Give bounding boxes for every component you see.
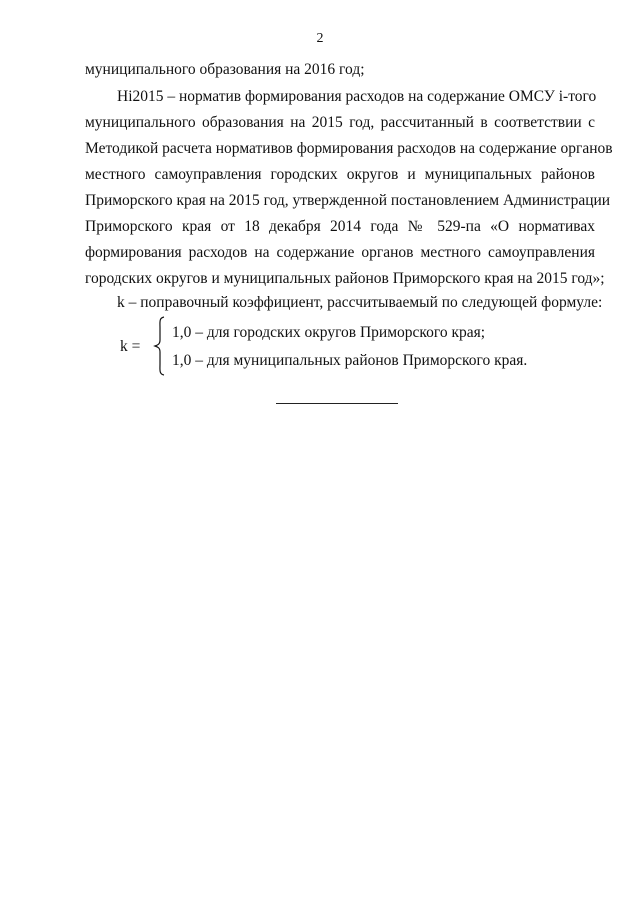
text-line-10: k – поправочный коэффициент, рассчитываемый по следующей формуле:: [117, 294, 603, 311]
formula-case-1: 1,0 – для городских округов Приморского края;: [172, 324, 486, 341]
text-line-1: муниципального образования на 2016 год;: [85, 61, 365, 78]
text-line-9: городских округов и муниципальных районов Приморского края на 2015 год»;: [85, 270, 605, 287]
formula-lhs: k =: [120, 338, 141, 355]
end-separator-line: [276, 403, 398, 404]
text-line-4: Методикой расчета нормативов формирования расходов на содержание органов: [85, 140, 613, 157]
text-line-3: муниципального образования на 2015 год, рассчитанный в соответствии с: [85, 114, 595, 131]
formula-case-2: 1,0 – для муниципальных районов Приморского края.: [172, 352, 528, 369]
text-line-6: Приморского края на 2015 год, утвержденной постановлением Администрации: [85, 192, 611, 209]
page-number: 2: [316, 31, 324, 46]
text-line-5: местного самоуправления городских округов и муниципальных районов: [85, 166, 595, 183]
text-line-2: Hi2015 – норматив формирования расходов на содержание ОМСУ i-того: [117, 88, 597, 105]
text-line-7: Приморского края от 18 декабря 2014 года № 529-па «О нормативах: [85, 218, 595, 235]
text-line-8: формирования расходов на содержание органов местного самоуправления: [85, 244, 595, 261]
left-brace-icon: [153, 316, 167, 376]
